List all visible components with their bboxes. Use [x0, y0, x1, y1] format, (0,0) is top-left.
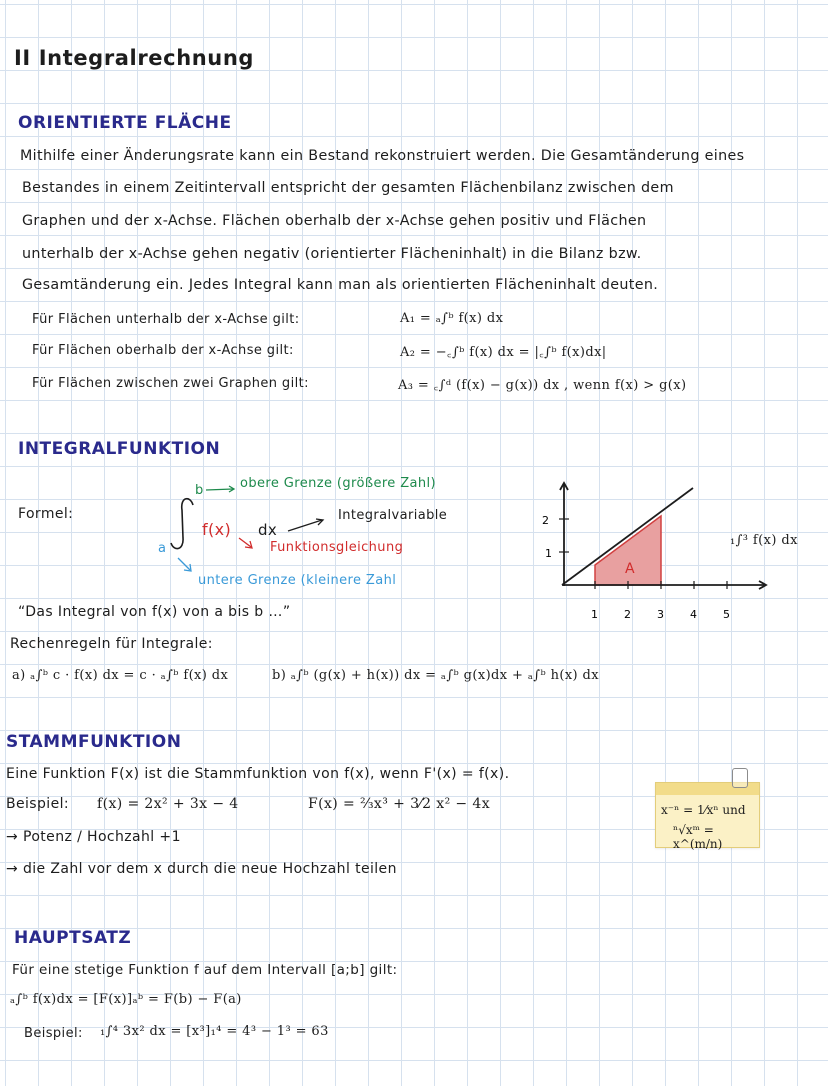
- rule-label: Für Flächen zwischen zwei Graphen gilt:: [32, 376, 309, 391]
- note-line-1: x⁻ⁿ = 1⁄xⁿ und: [661, 803, 746, 817]
- x-tick-label: 5: [723, 608, 730, 621]
- paragraph-line: Graphen und der x-Achse. Flächen oberhalb der x-Achse gehen positiv und Flächen: [22, 213, 647, 229]
- section-heading-hauptsatz: HAUPTSATZ: [14, 928, 132, 948]
- function-note: Funktionsgleichung: [270, 540, 404, 555]
- paperclip-icon: [732, 768, 748, 788]
- paragraph-line: Bestandes in einem Zeitintervall entspricht der gesamten Flächenbilanz zwischen dem: [22, 180, 674, 196]
- rule-step-1: → Potenz / Hochzahl +1: [6, 829, 181, 845]
- rule-formula: A₂ = −꜀∫ᵇ f(x) dx = |꜀∫ᵇ f(x)dx|: [400, 345, 607, 360]
- rule-label: Für Flächen oberhalb der x-Achse gilt:: [32, 343, 294, 358]
- y-tick-label: 1: [545, 547, 552, 560]
- rule-formula: A₃ = ꜀∫ᵈ (f(x) − g(x)) dx , wenn f(x) > g(x): [398, 378, 687, 393]
- hauptsatz-example-label: Beispiel:: [24, 1026, 83, 1041]
- example-f: f(x) = 2x² + 3x − 4: [97, 796, 239, 812]
- rule-formula: A₁ = ₐ∫ᵇ f(x) dx: [400, 311, 504, 326]
- rule-label: Für Flächen unterhalb der x-Achse gilt:: [32, 312, 300, 327]
- page-title: II Integralrechnung: [14, 46, 255, 70]
- section-heading-stammfunktion: STAMMFUNKTION: [6, 732, 182, 752]
- function-arrow: [239, 538, 251, 547]
- dx-symbol: dx: [258, 521, 278, 539]
- stammfunktion-definition: Eine Funktion F(x) ist die Stammfunktion von f(x), wenn F'(x) = f(x).: [6, 766, 510, 782]
- sticky-note: [655, 782, 760, 851]
- note-line-2: ⁿ√xᵐ = x^(m/n): [673, 823, 723, 851]
- integral-sign-icon: [171, 499, 193, 549]
- upper-limit-note: obere Grenze (größere Zahl): [240, 476, 437, 491]
- x-tick-label: 4: [690, 608, 697, 621]
- paragraph-line: unterhalb der x-Achse gehen negativ (orientierter Flächeninhalt) in die Bilanz bzw.: [22, 246, 642, 262]
- upper-limit-letter: b: [195, 483, 204, 498]
- rule-b: b) ₐ∫ᵇ (g(x) + h(x)) dx = ₐ∫ᵇ g(x)dx + ₐ∫ᵇ h(x) dx: [272, 668, 600, 683]
- side-integral: ₁∫³ f(x) dx: [730, 533, 798, 548]
- rule-a: a) ₐ∫ᵇ c · f(x) dx = c · ₐ∫ᵇ f(x) dx: [12, 668, 229, 683]
- integrand: f(x): [202, 520, 232, 539]
- integral-quote: “Das Integral von f(x) von a bis b …”: [18, 604, 291, 620]
- formel-label: Formel:: [18, 506, 74, 522]
- x-tick-label: 3: [657, 608, 664, 621]
- paragraph-line: Gesamtänderung ein. Jedes Integral kann man als orientierten Flächeninhalt deuten.: [22, 277, 659, 293]
- x-tick-label: 1: [591, 608, 598, 621]
- lower-limit-note: untere Grenze (kleinere Zahl: [198, 573, 397, 588]
- section-heading-orientierte-flaeche: ORIENTIERTE FLÄCHE: [18, 113, 232, 133]
- example-F: F(x) = ⅔x³ + 3⁄2 x² − 4x: [308, 796, 491, 812]
- lower-limit-arrow: [178, 558, 190, 570]
- upper-limit-arrow: [206, 489, 233, 490]
- hauptsatz-formula: ₐ∫ᵇ f(x)dx = [F(x)]ₐᵇ = F(b) − F(a): [10, 992, 242, 1007]
- hauptsatz-statement: Für eine stetige Funktion f auf dem Intervall [a;b] gilt:: [12, 962, 398, 978]
- area-graph: [540, 478, 780, 628]
- section-heading-integralfunktion: INTEGRALFUNKTION: [18, 439, 221, 459]
- x-tick-label: 2: [624, 608, 631, 621]
- example-label: Beispiel:: [6, 796, 69, 812]
- paragraph-line: Mithilfe einer Änderungsrate kann ein Bestand rekonstruiert werden. Die Gesamtänderung eines: [20, 148, 745, 164]
- hauptsatz-example: ₁∫⁴ 3x² dx = [x³]₁⁴ = 4³ − 1³ = 63: [100, 1024, 329, 1039]
- variable-note: Integralvariable: [338, 508, 448, 523]
- area-label: A: [625, 561, 635, 577]
- y-tick-label: 2: [542, 514, 549, 527]
- variable-arrow: [288, 520, 322, 531]
- lower-limit-letter: a: [158, 541, 167, 556]
- rules-title: Rechenregeln für Integrale:: [10, 636, 213, 652]
- rule-step-2: → die Zahl vor dem x durch die neue Hochzahl teilen: [6, 861, 397, 877]
